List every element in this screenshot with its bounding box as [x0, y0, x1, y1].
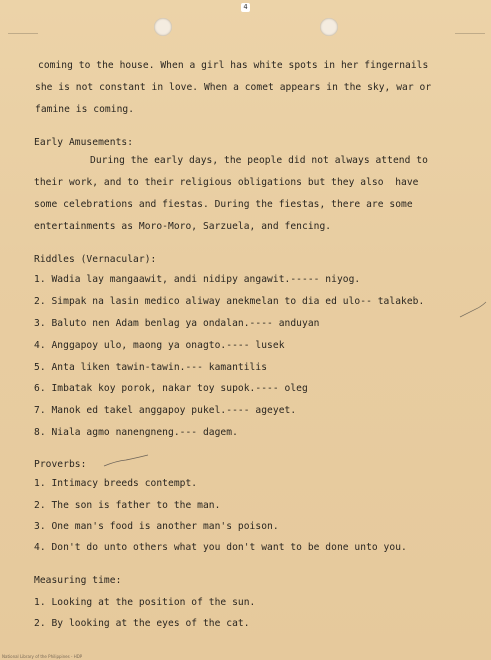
- footer-text: National Library of the Philippines - HDP: [2, 654, 83, 659]
- section-heading: Measuring time:: [34, 575, 122, 586]
- section-heading: Proverbs:: [34, 459, 87, 470]
- list-item: 7. Manok ed takel anggapoy pukel.---- ageyet.: [34, 405, 297, 416]
- list-item: 3. Baluto nen Adam benlag ya ondalan.---- anduyan: [34, 318, 320, 329]
- corner-mark: [455, 33, 485, 34]
- list-item: 1. Looking at the position of the sun.: [34, 597, 256, 608]
- punch-hole-left: [154, 18, 172, 36]
- paragraph-line: coming to the house. When a girl has white spots in her fingernails: [38, 60, 429, 71]
- paragraph-line: During the early days, the people did not always attend to: [90, 155, 428, 166]
- section-heading: Riddles (Vernacular):: [34, 254, 157, 265]
- page-mark: 4: [241, 3, 250, 12]
- pencil-mark: [458, 300, 488, 320]
- punch-hole-right: [320, 18, 338, 36]
- section-heading: Early Amusements:: [34, 137, 134, 148]
- list-item: 2. Simpak na lasin medico aliway anekmelan to dia ed ulo-- talakeb.: [34, 296, 425, 307]
- pencil-squiggle: [102, 452, 152, 470]
- list-item: 5. Anta liken tawin-tawin.--- kamantilis: [34, 362, 268, 373]
- list-item: 1. Wadia lay mangaawit, andi nidipy angawit.----- niyog.: [34, 274, 361, 285]
- paragraph-line: entertainments as Moro-Moro, Sarzuela, and fencing.: [34, 221, 332, 232]
- list-item: 4. Anggapoy ulo, maong ya onagto.---- lusek: [34, 340, 285, 351]
- list-item: 4. Don't do unto others what you don't want to be done unto you.: [34, 542, 407, 553]
- list-item: 8. Niala agmo nanengneng.--- dagem.: [34, 427, 238, 438]
- corner-mark: [8, 33, 38, 34]
- list-item: 2. The son is father to the man.: [34, 500, 221, 511]
- list-item: 6. Imbatak koy porok, nakar toy supok.---- oleg: [34, 383, 308, 394]
- paragraph-line: famine is coming.: [35, 104, 135, 115]
- paragraph-line: some celebrations and fiestas. During the fiestas, there are some: [34, 199, 413, 210]
- list-item: 3. One man's food is another man's poison.: [34, 521, 279, 532]
- list-item: 1. Intimacy breeds contempt.: [34, 478, 198, 489]
- list-item: 2. By looking at the eyes of the cat.: [34, 618, 250, 629]
- paragraph-line: their work, and to their religious obligations but they also have: [34, 177, 419, 188]
- paragraph-line: she is not constant in love. When a comet appears in the sky, war or: [35, 82, 432, 93]
